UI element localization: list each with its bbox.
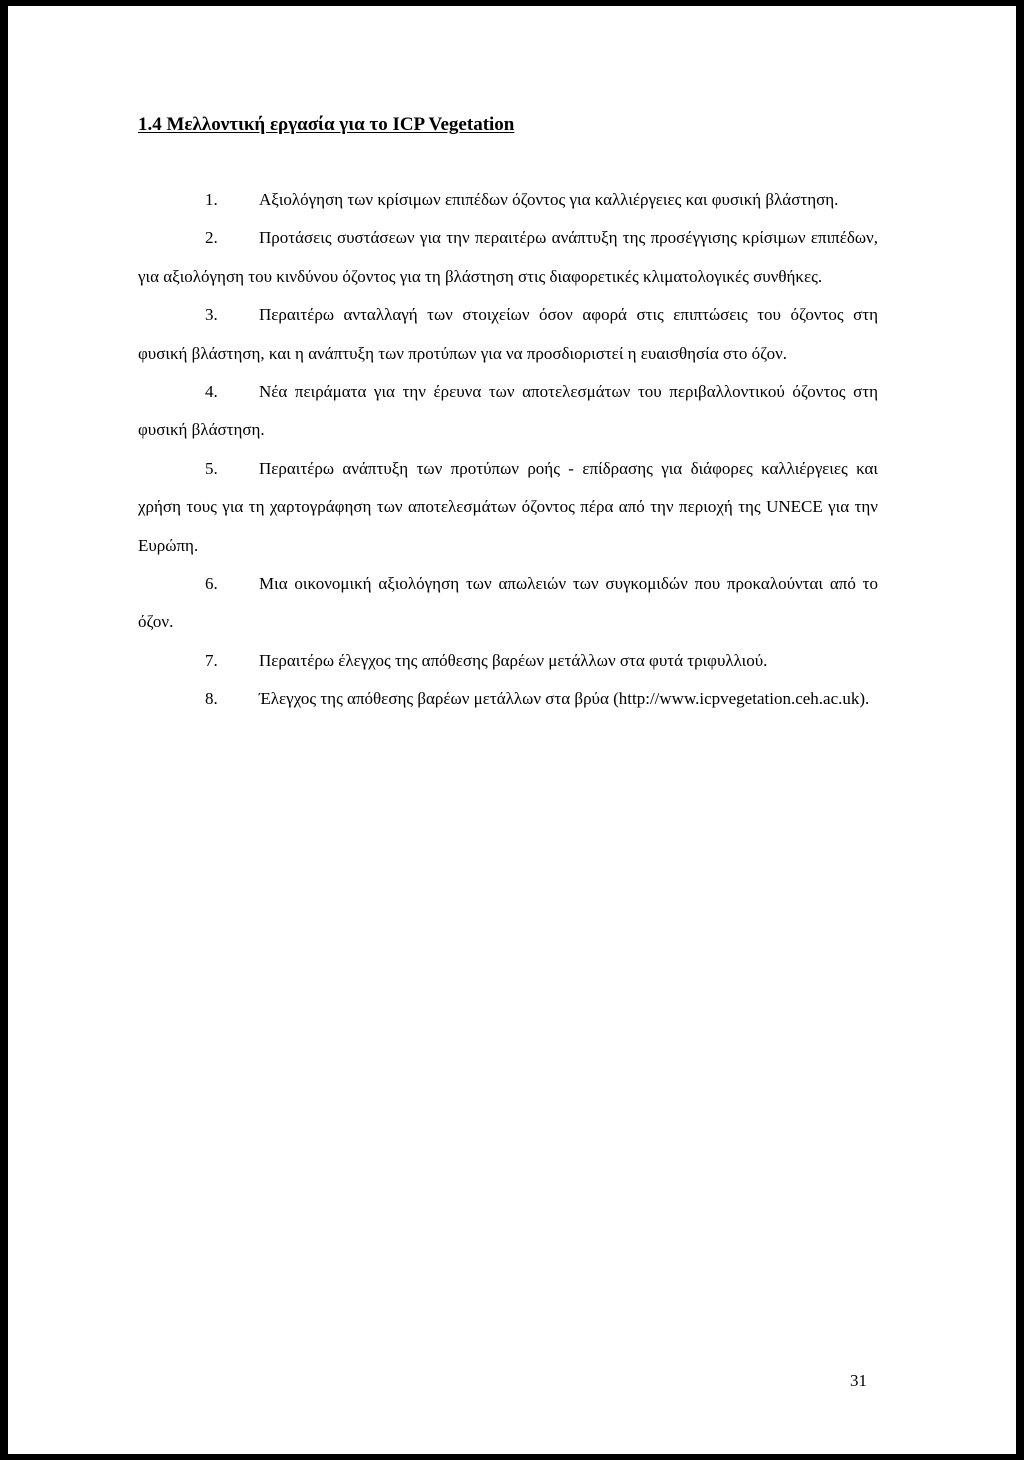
list-item-number: 8. xyxy=(205,689,218,709)
list-item-text: Νέα πειράματα για την έρευνα των αποτελεσμάτων του περιβαλλοντικού όζοντος στη φυσική βλάστηση. xyxy=(138,382,878,440)
list-item-number: 5. xyxy=(205,458,218,478)
list-item xyxy=(138,450,878,565)
section-heading: 1.4 Μελλοντική εργασία για το ICP Vegetation xyxy=(138,114,515,135)
numbered-list xyxy=(138,181,878,719)
list-item xyxy=(138,680,878,718)
list-item-text: Έλεγχος της απόθεσης βαρέων μετάλλων στα βρύα (http://www.icpvegetation.ceh.ac.uk). xyxy=(259,689,870,709)
list-item-text: Περαιτέρω έλεγχος της απόθεσης βαρέων μετάλλων στα φυτά τριφυλλιού. xyxy=(259,650,768,670)
list-item xyxy=(138,642,878,680)
list-item xyxy=(138,296,878,373)
list-item xyxy=(138,219,878,296)
document-page xyxy=(8,6,1016,1454)
list-item-text: Αξιολόγηση των κρίσιμων επιπέδων όζοντος για καλλιέργειες και φυσική βλάστηση. xyxy=(259,190,839,209)
list-item-text: Περαιτέρω ανάπτυξη των προτύπων ροής - επίδρασης για διάφορες καλλιέργειες και χρήση τους για τη χαρτογράφηση των αποτελεσμάτων όζοντος πέρα από την περιοχή της UNECE για την Ευρώπη. xyxy=(138,458,878,555)
page-number: 31 xyxy=(850,1371,867,1390)
list-item-number: 4. xyxy=(205,382,218,402)
list-item-number: 2. xyxy=(205,228,218,248)
list-item-number: 1. xyxy=(205,190,218,209)
list-item-text: Περαιτέρω ανταλλαγή των στοιχείων όσον αφορά στις επιπτώσεις του όζοντος στη φυσική βλάστηση, και η ανάπτυξη των προτύπων για να προσδιοριστεί η ευαισθησία στο όζον. xyxy=(138,305,878,363)
list-item xyxy=(138,565,878,642)
list-item-number: 7. xyxy=(205,650,218,670)
list-item-text: Προτάσεις συστάσεων για την περαιτέρω ανάπτυξη της προσέγγισης κρίσιμων επιπέδων, για αξιολόγηση του κινδύνου όζοντος για τη βλάστηση στις διαφορετικές κλιματολογικές συνθήκες. xyxy=(138,228,878,286)
list-item xyxy=(138,181,878,219)
list-item xyxy=(138,373,878,450)
list-item-number: 3. xyxy=(205,305,218,325)
list-item-number: 6. xyxy=(205,574,218,594)
list-item-text: Μια οικονομική αξιολόγηση των απωλειών των συγκομιδών που προκαλούνται από το όζον. xyxy=(138,574,878,632)
